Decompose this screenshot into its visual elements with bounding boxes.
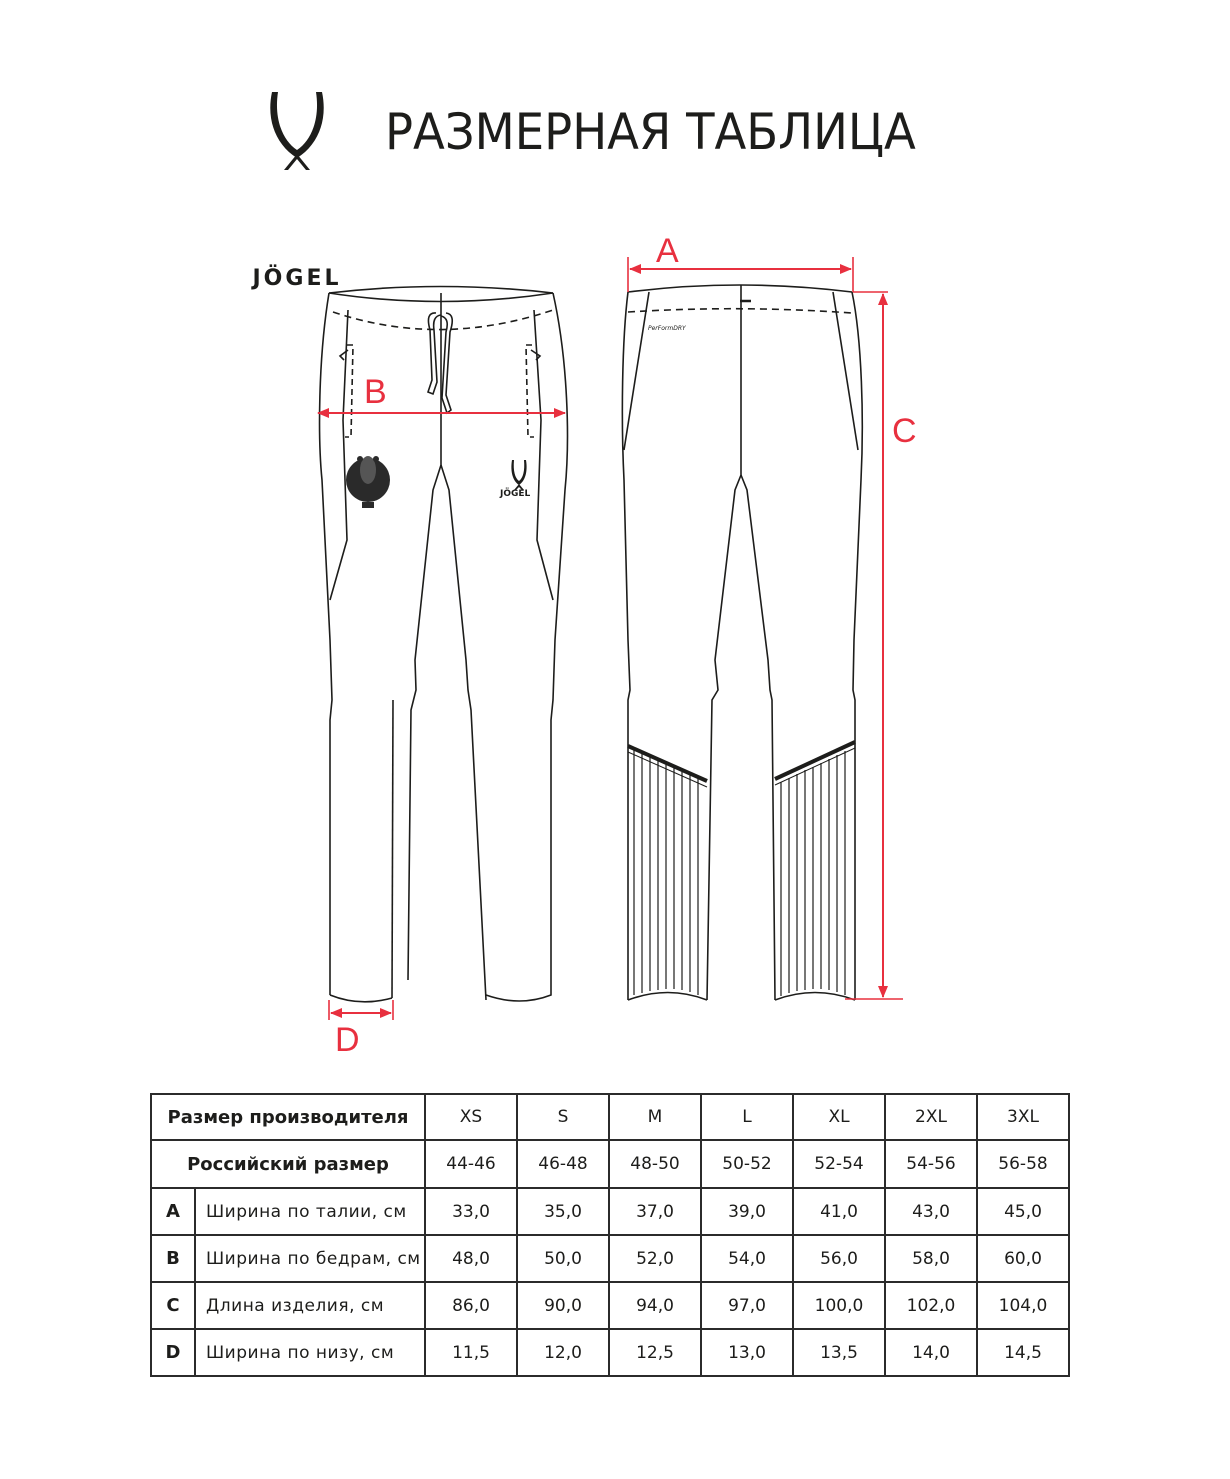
- ribbed-lower-leg-left: [634, 750, 698, 995]
- value-cell: 102,0: [885, 1282, 977, 1329]
- value-cell: 39,0: [701, 1188, 793, 1235]
- value-cell: 56,0: [793, 1235, 885, 1282]
- value-cell: 13,0: [701, 1329, 793, 1376]
- performdry-print: PerFormDRY: [648, 325, 686, 332]
- front-view-pants: [320, 287, 568, 1002]
- size-cell: XS: [425, 1094, 517, 1140]
- row-letter: C: [151, 1282, 195, 1329]
- size-cell: M: [609, 1094, 701, 1140]
- value-cell: 41,0: [793, 1188, 885, 1235]
- value-cell: 12,0: [517, 1329, 609, 1376]
- manufacturer-size-label: Размер производителя: [151, 1094, 425, 1140]
- russian-crest-emblem: [346, 456, 390, 508]
- row-label: Ширина по бедрам, см: [195, 1235, 425, 1282]
- value-cell: 14,5: [977, 1329, 1069, 1376]
- header: [0, 0, 1230, 291]
- size-cell: 3XL: [977, 1094, 1069, 1140]
- row-label: Длина изделия, см: [195, 1282, 425, 1329]
- front-jogel-logo: [511, 460, 526, 490]
- jogel-logo-icon: [266, 90, 328, 170]
- value-cell: 50,0: [517, 1235, 609, 1282]
- value-cell: 45,0: [977, 1188, 1069, 1235]
- garment-diagram: [0, 220, 1230, 1080]
- size-cell: XL: [793, 1094, 885, 1140]
- value-cell: 14,0: [885, 1329, 977, 1376]
- russian-size-cell: 52-54: [793, 1140, 885, 1188]
- value-cell: 48,0: [425, 1235, 517, 1282]
- row-label: Ширина по низу, см: [195, 1329, 425, 1376]
- value-cell: 11,5: [425, 1329, 517, 1376]
- measure-label-b: B: [364, 373, 387, 411]
- value-cell: 35,0: [517, 1188, 609, 1235]
- russian-size-cell: 56-58: [977, 1140, 1069, 1188]
- russian-size-row: [151, 1140, 1069, 1188]
- manufacturer-size-row: [151, 1094, 1069, 1140]
- size-table: [150, 1093, 1070, 1377]
- measure-label-c: C: [892, 412, 917, 450]
- value-cell: 86,0: [425, 1282, 517, 1329]
- row-letter: A: [151, 1188, 195, 1235]
- table-row: [151, 1329, 1069, 1376]
- table-row: [151, 1188, 1069, 1235]
- russian-size-cell: 44-46: [425, 1140, 517, 1188]
- russian-size-cell: 48-50: [609, 1140, 701, 1188]
- value-cell: 97,0: [701, 1282, 793, 1329]
- russian-size-cell: 46-48: [517, 1140, 609, 1188]
- value-cell: 90,0: [517, 1282, 609, 1329]
- row-label: Ширина по талии, см: [195, 1188, 425, 1235]
- value-cell: 58,0: [885, 1235, 977, 1282]
- size-cell: 2XL: [885, 1094, 977, 1140]
- value-cell: 94,0: [609, 1282, 701, 1329]
- front-logo-text: JÖGEL: [500, 489, 531, 499]
- table-row: [151, 1235, 1069, 1282]
- size-cell: S: [517, 1094, 609, 1140]
- value-cell: 33,0: [425, 1188, 517, 1235]
- brand-name: JÖGEL: [252, 266, 342, 291]
- row-letter: B: [151, 1235, 195, 1282]
- measure-label-a: A: [656, 232, 679, 270]
- value-cell: 52,0: [609, 1235, 701, 1282]
- table-row: [151, 1282, 1069, 1329]
- row-letter: D: [151, 1329, 195, 1376]
- russian-size-cell: 54-56: [885, 1140, 977, 1188]
- value-cell: 60,0: [977, 1235, 1069, 1282]
- brand-logo: [236, 90, 358, 291]
- value-cell: 100,0: [793, 1282, 885, 1329]
- value-cell: 104,0: [977, 1282, 1069, 1329]
- value-cell: 12,5: [609, 1329, 701, 1376]
- russian-size-label: Российский размер: [151, 1140, 425, 1188]
- value-cell: 43,0: [885, 1188, 977, 1235]
- pants-technical-drawing: [0, 220, 1230, 1080]
- measure-label-d: D: [335, 1021, 360, 1059]
- ribbed-lower-leg-right: [781, 751, 845, 996]
- value-cell: 54,0: [701, 1235, 793, 1282]
- russian-size-cell: 50-52: [701, 1140, 793, 1188]
- value-cell: 13,5: [793, 1329, 885, 1376]
- page-title: РАЗМЕРНАЯ ТАБЛИЦА: [385, 103, 916, 161]
- value-cell: 37,0: [609, 1188, 701, 1235]
- size-cell: L: [701, 1094, 793, 1140]
